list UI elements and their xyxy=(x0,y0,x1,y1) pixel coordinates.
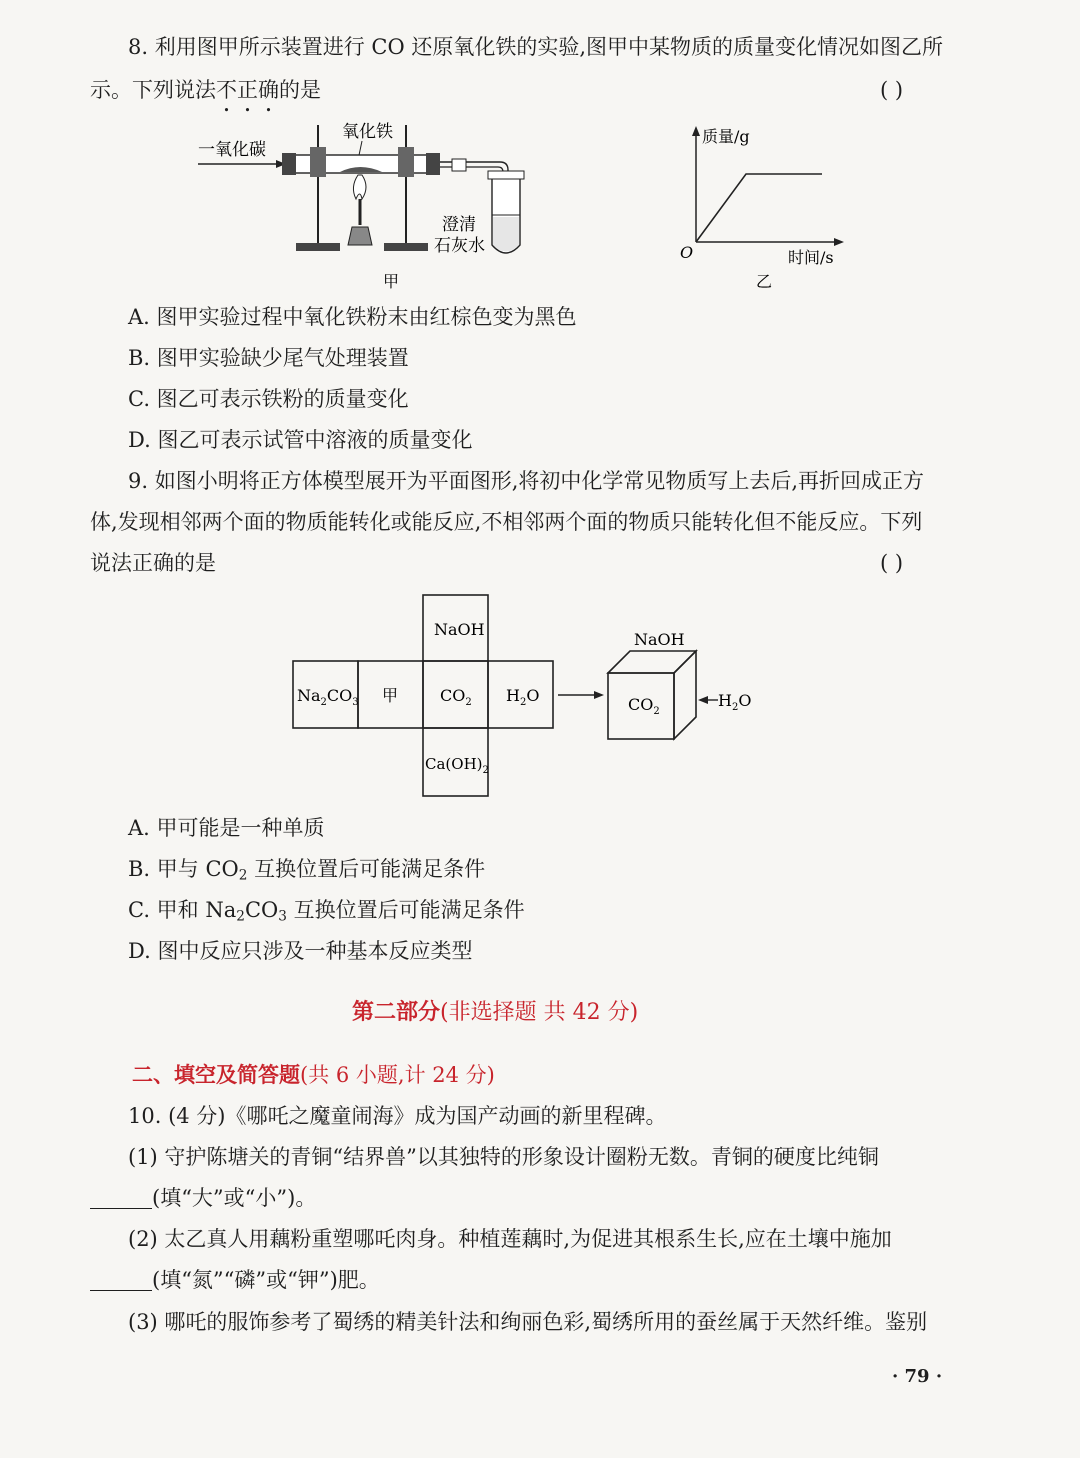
q9-answer-paren: ( ) xyxy=(880,551,904,575)
part2-heading: 第二部分(非选择题 共 42 分) xyxy=(352,999,639,1025)
q8-figure-jia xyxy=(190,115,550,295)
answer-blank-1[interactable] xyxy=(90,1186,152,1209)
y-axis-arrow xyxy=(692,126,700,136)
section2-heading: 二、填空及简答题(共 6 小题,计 24 分) xyxy=(132,1062,495,1087)
q9-option-d: D. 图中反应只涉及一种基本反应类型 xyxy=(128,939,473,963)
label-fe2o3: 氧化铁 xyxy=(342,122,393,142)
y-axis-label: 质量/g xyxy=(702,127,750,146)
left-stand-base xyxy=(296,243,340,251)
q10-sub1-line2: (填“大”或“小”)。 xyxy=(90,1183,316,1213)
right-stopper xyxy=(426,153,440,175)
q9-option-c: C. 甲和 $Na_2CO_3$ 互换位置后可能满足条件 xyxy=(128,898,525,925)
right-stand-base xyxy=(384,243,428,251)
emphasis-char: 不 xyxy=(216,78,237,102)
q8-stem-text-end: 的是 xyxy=(279,78,321,102)
q10-sub1-line1: (1) 守护陈塘关的青铜“结界兽”以其独特的形象设计圈粉无数。青铜的硬度比纯铜 xyxy=(128,1145,879,1169)
test-tube-mouth xyxy=(488,171,524,179)
net-face-h2o xyxy=(488,661,553,728)
net-label-jia: 甲 xyxy=(382,686,399,705)
fig-yi-caption: 乙 xyxy=(756,272,773,291)
cube-label-naoh: NaOH xyxy=(634,630,685,649)
q8-answer-paren: ( ) xyxy=(880,78,904,102)
q9-stem-line2: 体,发现相邻两个面的物质能转化或能反应,不相邻两个面的物质只能转化但不能反应。下列 xyxy=(90,510,923,534)
q8-stem-line2 xyxy=(90,75,321,105)
q10-sub2-line2: (填“氮”“磷”或“钾”)肥。 xyxy=(90,1265,380,1295)
net-label-caoh2: $Ca(OH)_2$ xyxy=(425,755,489,776)
x-axis-label: 时间/s xyxy=(788,248,834,267)
flame xyxy=(353,175,366,199)
emphasis-char: 确 xyxy=(258,78,279,102)
label-limewater-1: 澄清 xyxy=(442,215,476,235)
cube-side-face xyxy=(674,651,696,739)
q10-sub3-line1: (3) 哪吒的服饰参考了蜀绣的精美针法和绚丽色彩,蜀绣所用的蚕丝属于天然纤维。鉴别 xyxy=(128,1310,928,1334)
limewater xyxy=(493,217,519,252)
x-axis-arrow xyxy=(834,238,844,246)
q9-cube-figure xyxy=(280,585,780,810)
q9-stem-line3: 说法正确的是 xyxy=(90,551,216,575)
q9-option-a: A. 甲可能是一种单质 xyxy=(128,816,325,840)
q9-stem-line1: 9. 如图小明将正方体模型展开为平面图形,将初中化学常见物质写上去后,再折回成正方 xyxy=(128,469,925,493)
cube-side-arrow-head xyxy=(698,696,708,704)
mass-curve xyxy=(696,174,822,242)
q8-figure-yi xyxy=(670,122,870,292)
q8-option-c: C. 图乙可表示铁粉的质量变化 xyxy=(128,387,409,411)
label-co: 一氧化碳 xyxy=(198,140,266,160)
label-limewater-2: 石灰水 xyxy=(434,236,485,256)
cube-top-face xyxy=(608,651,696,673)
emphasis-char: 正 xyxy=(237,78,258,102)
q10-intro: 10. (4 分)《哪吒之魔童闹海》成为国产动画的新里程碑。 xyxy=(128,1104,667,1128)
q8-option-a: A. 图甲实验过程中氧化铁粉末由红棕色变为黑色 xyxy=(128,305,577,329)
q10-sub2-line1: (2) 太乙真人用藕粉重塑哪吒肉身。种植莲藕时,为促进其根系生长,应在土壤中施加 xyxy=(128,1227,892,1251)
cube-label-co2: $CO_2$ xyxy=(628,695,660,717)
fold-arrow-head xyxy=(594,691,604,699)
q8-stem-line1: 8. 利用图甲所示装置进行 CO 还原氧化铁的实验,图甲中某物质的质量变化情况如图乙所 xyxy=(128,35,944,59)
q8-emphasis-text xyxy=(216,78,279,102)
left-stopper xyxy=(282,153,296,175)
net-label-naoh: NaOH xyxy=(434,620,485,639)
pipe-joint xyxy=(452,159,466,171)
left-clamp xyxy=(310,147,326,177)
q8-option-d: D. 图乙可表示试管中溶液的质量变化 xyxy=(128,428,473,452)
q8-stem-text: 示。下列说法 xyxy=(90,78,216,102)
origin-label: O xyxy=(680,243,694,262)
burner-body xyxy=(348,227,372,245)
page-number: · 79 · xyxy=(892,1366,943,1387)
fig-jia-caption: 甲 xyxy=(383,272,400,291)
cube-label-h2o: $H_2O$ xyxy=(718,691,752,713)
net-label-h2o: $H_2O$ xyxy=(506,686,540,708)
q9-option-b: B. 甲与 $CO_2$ 互换位置后可能满足条件 xyxy=(128,857,486,884)
q8-option-b: B. 图甲实验缺少尾气处理装置 xyxy=(128,346,409,370)
net-label-co2: $CO_2$ xyxy=(440,686,472,708)
right-clamp xyxy=(398,147,414,177)
answer-blank-2[interactable] xyxy=(90,1268,152,1291)
net-label-na2co3: $Na_2CO_3$ xyxy=(297,686,359,708)
